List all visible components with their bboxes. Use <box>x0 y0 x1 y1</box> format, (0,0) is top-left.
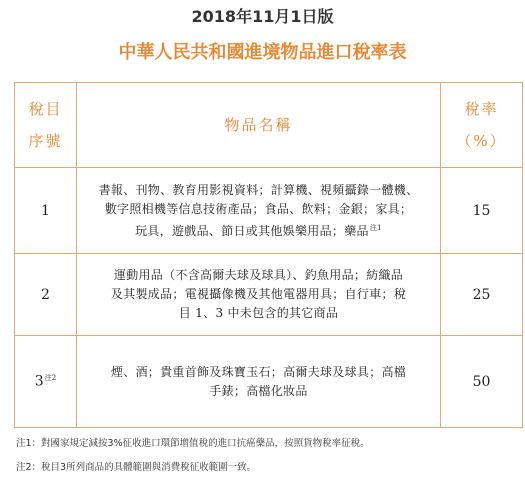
row-3-line-2: 手錶；高檔化妝品 <box>209 383 308 398</box>
row-1-items <box>77 168 441 254</box>
row-3-items <box>77 336 441 428</box>
row-1-line-2: 數字照相機等信息技術產品；食品、飲料；金銀；家具； <box>104 201 413 216</box>
table-row <box>15 254 523 336</box>
table-row <box>15 168 523 254</box>
row-2-line-2: 及其製成品；電視攝像機及其他電器用具；自行車；稅 <box>110 287 407 301</box>
row-2-rate: 25 <box>441 254 523 336</box>
header-tax-item-line1: 稅目 <box>28 100 63 118</box>
row-1-line-3-text: 玩具，遊戲品、節日或其他娛樂用品；藥品 <box>135 223 369 238</box>
row-2-items <box>77 254 441 336</box>
row-3-number-note: 注2 <box>44 374 57 383</box>
row-3-number: 3 <box>34 373 44 390</box>
table-header-row <box>15 83 523 168</box>
header-tax-item <box>15 83 77 168</box>
header-rate-line2: （%） <box>456 132 507 150</box>
row-1-items-note: 注1 <box>369 223 382 232</box>
footnote-2: 注2：稅目3所列商品的具體範圍與消費稅征收範圍一致。 <box>16 462 257 473</box>
row-2-line-1: 運動用品（不含高爾夫球及球具）、釣魚用品；紡織品 <box>113 268 404 282</box>
header-item-name-label: 物品名稱 <box>224 116 293 134</box>
row-2-number: 2 <box>15 254 77 336</box>
row-1-line-1: 書報、刊物、教育用影視資料；計算機、視頻攝錄一體機、 <box>98 182 419 197</box>
footnote-1: 注1：對國家規定減按3%征收進口環節增值稅的進口抗癌藥品，按照貨物稅率征稅。 <box>16 438 370 449</box>
tariff-table <box>14 82 523 428</box>
header-tax-item-line2: 序號 <box>28 132 63 150</box>
row-1-line-3 <box>77 219 440 241</box>
page-title: 中華人民共和國進境物品進口稅率表 <box>118 42 407 63</box>
row-3-line-1: 煙、酒；貴重首飾及珠寶玉石；高爾夫球及球具；高檔 <box>110 364 407 379</box>
table-row <box>15 336 523 428</box>
row-1-number: 1 <box>15 168 77 254</box>
footnotes <box>16 432 521 480</box>
edition-date: 2018年11月1日版 <box>191 7 334 26</box>
row-3-rate: 50 <box>441 336 523 428</box>
header-rate-line1: 稅率 <box>464 100 499 118</box>
row-1-rate: 15 <box>441 168 523 254</box>
row-3-number-cell <box>15 336 77 428</box>
row-2-line-3: 目 1、3 中未包含的其它商品 <box>178 306 339 320</box>
header-item-name <box>77 83 441 168</box>
header-rate <box>441 83 523 168</box>
